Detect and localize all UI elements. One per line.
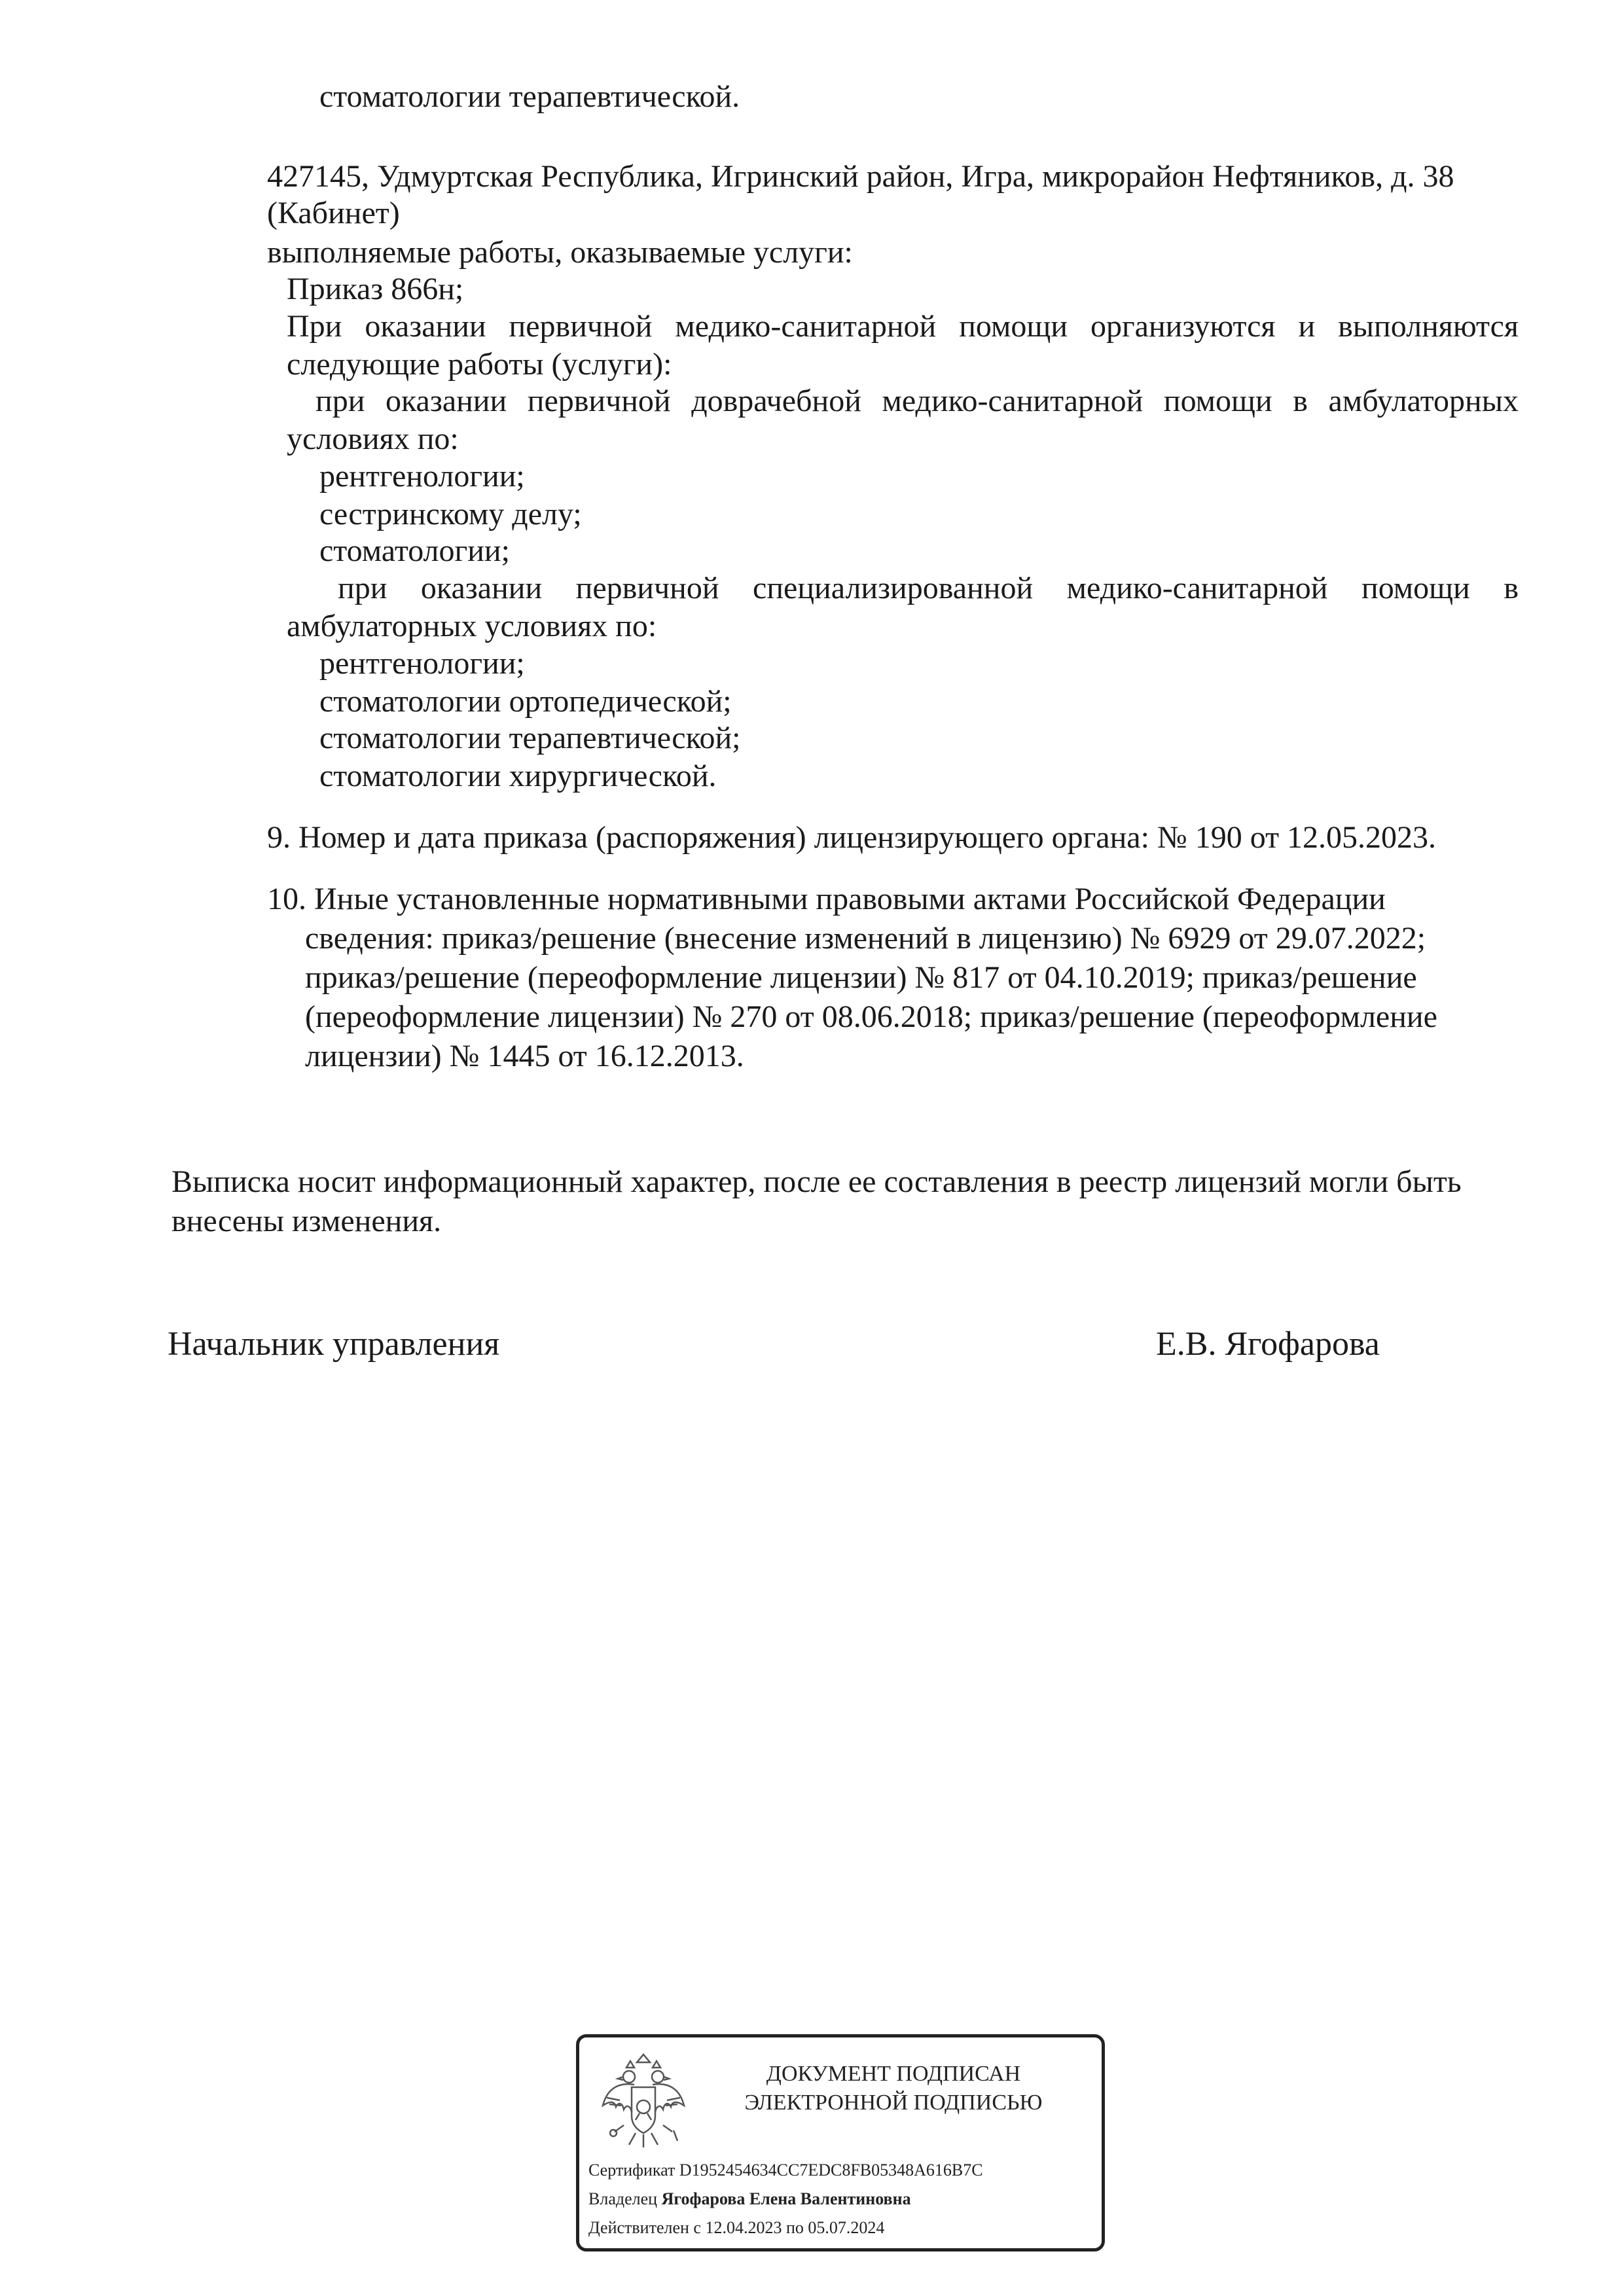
stamp-owner (588, 2188, 911, 2210)
section-a-item: сестринскому делу; (319, 497, 582, 531)
item-10-line: лицензии) № 1445 от 16.12.2013. (305, 1039, 744, 1073)
signatory-position: Начальник управления (168, 1325, 500, 1363)
item-9: 9. Номер и дата приказа (распоряжения) лицензирующего органа: № 190 от 12.05.2023. (267, 820, 1437, 855)
item-10-line: 10. Иные установленные нормативными правовыми актами Российской Федерации (267, 882, 1386, 916)
stamp-validity: Действителен с 12.04.2023 по 05.07.2024 (588, 2218, 885, 2237)
item-10-line: сведения: приказ/решение (внесение изменений в лицензию) № 6929 от 29.07.2022; (305, 921, 1426, 956)
section-a-item: стоматологии; (319, 533, 510, 568)
top-line: стоматологии терапевтической. (319, 79, 740, 114)
section-b-item: стоматологии хирургической. (319, 759, 717, 793)
works-heading: выполняемые работы, оказываемые услуги: (267, 235, 853, 270)
section-b-item: стоматологии ортопедической; (319, 684, 732, 719)
section-b-item: рентгенологии; (319, 646, 525, 681)
section-a-item: рентгенологии; (319, 459, 525, 493)
disclaimer-line: Выписка носит информационный характер, после ее составления в реестр лицензий могли быть (171, 1164, 1462, 1199)
disclaimer-line: внесены изменения. (171, 1204, 442, 1238)
address-line-2: (Кабинет) (267, 196, 400, 230)
certificate-label: Сертификат (588, 2161, 675, 2179)
owner-value: Ягофарова Елена Валентиновна (661, 2189, 911, 2208)
stamp-header-line: ЭЛЕКТРОННОЙ ПОДПИСЬЮ (744, 2090, 1043, 2115)
item-10-line: приказ/решение (переоформление лицензии) № 817 от 04.10.2019; приказ/решение (305, 960, 1417, 995)
owner-label: Владелец (588, 2189, 658, 2208)
section-b-item: стоматологии терапевтической; (319, 721, 741, 755)
stamp-certificate (588, 2159, 983, 2181)
address-line-1: 427145, Удмуртская Республика, Игринский район, Игра, микрорайон Нефтяников, д. 38 (267, 159, 1454, 194)
item-10-line: (переоформление лицензии) № 270 от 08.06.2018; приказ/решение (переоформление (305, 999, 1437, 1034)
signatory-name: Е.В. Ягофарова (1156, 1325, 1380, 1363)
electronic-signature-stamp (576, 2034, 1105, 2251)
services-intro: При оказании первичной медико-санитарной помощи организуются и выполняются следующие работы (услуги): (287, 309, 1519, 382)
stamp-header (710, 2060, 1077, 2117)
section-a-heading: при оказании первичной доврачебной медико-санитарной помощи в амбулаторных условиях по: (287, 384, 1519, 456)
stamp-header-line: ДОКУМЕНТ ПОДПИСАН (766, 2062, 1021, 2086)
russian-coat-of-arms-icon (598, 2053, 689, 2151)
certificate-value: D1952454634CC7EDC8FB05348A616B7C (679, 2161, 983, 2179)
order-reference: Приказ 866н; (287, 272, 464, 306)
section-b-heading: при оказании первичной специализированной медико-санитарной помощи в амбулаторных условиях по: (287, 571, 1519, 643)
